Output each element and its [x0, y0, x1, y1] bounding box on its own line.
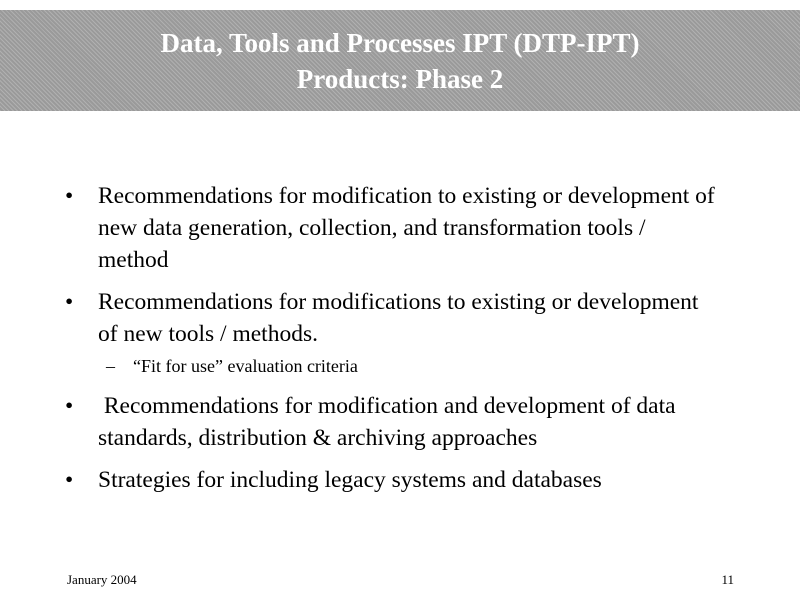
sub-bullet-item [0, 354, 800, 378]
bullet-marker: • [65, 183, 74, 209]
bullet-list [0, 180, 800, 506]
bullet-item [0, 464, 718, 496]
sub-bullet-marker: – [106, 356, 115, 376]
slide-title-line-2: Products: Phase 2 [296, 63, 504, 94]
bullet-text: Recommendations for modification to existing or development of new data generation, collection, and transformation tools / method [98, 183, 715, 273]
bullet-text: Recommendations for modification and development of data standards, distribution & archiving approaches [98, 393, 682, 451]
bullet-item [0, 390, 718, 454]
bullet-marker: • [65, 393, 74, 419]
bullet-marker: • [65, 467, 74, 493]
slide-title-line-1: Data, Tools and Processes IPT (DTP-IPT) [160, 27, 640, 58]
sub-bullet-text: “Fit for use” evaluation criteria [133, 356, 358, 376]
bullet-item [0, 180, 718, 276]
slide-title-bar [0, 10, 800, 111]
footer-page-number: 11 [721, 572, 734, 587]
bullet-text: Strategies for including legacy systems and databases [98, 467, 602, 493]
bullet-text: Recommendations for modifications to existing or development of new tools / methods. [98, 289, 699, 347]
footer-date: January 2004 [67, 572, 137, 587]
bullet-item [0, 286, 718, 350]
bullet-marker: • [65, 289, 74, 315]
